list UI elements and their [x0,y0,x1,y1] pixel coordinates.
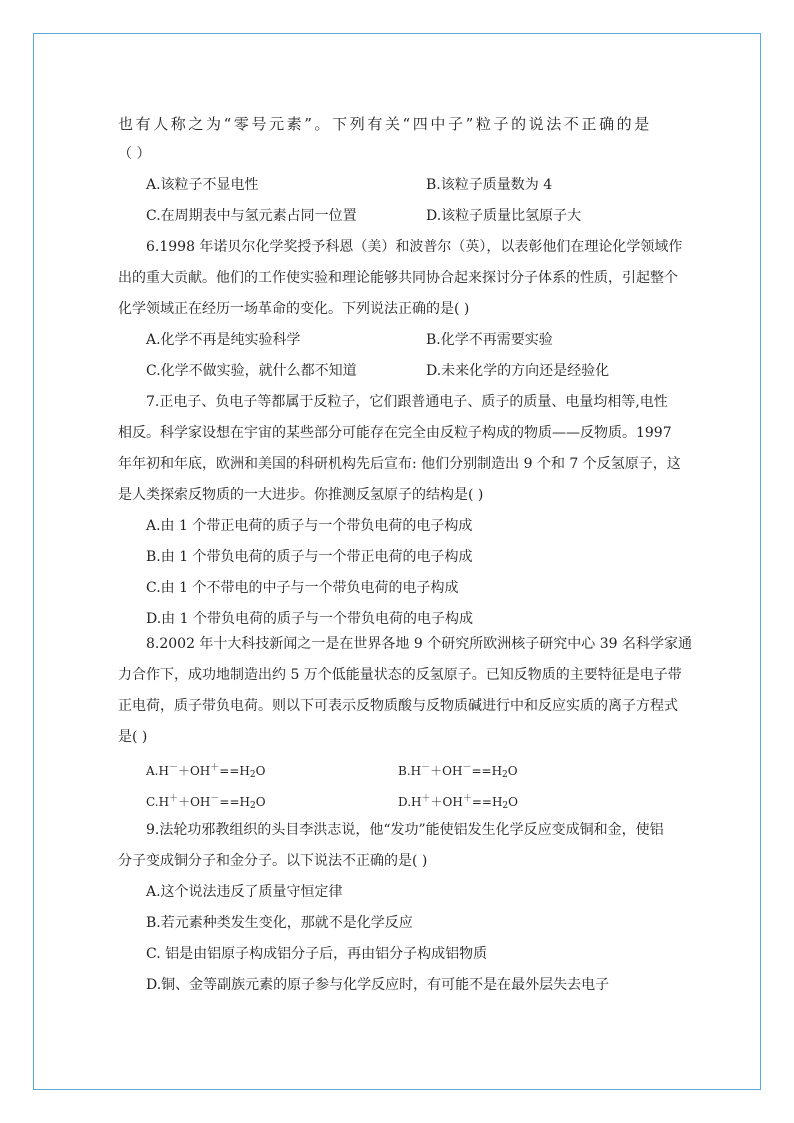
q9-option-c: C. 铝是由铝原子构成铝分子后，再由铝分子构成铝物质 [146,946,488,962]
q5-option-b: B.该粒子质量数为 4 [426,177,553,193]
q6-option-a: A.化学不再是纯实验科学 [146,332,301,348]
q8-option-a: $A.H^-+OH^+==H_2O$ [146,763,266,780]
q8-stem-line-4: 是( ) [118,729,148,745]
q5-option-c: C.在周期表中与氢元素占同一位置 [146,208,357,224]
q7-option-a: A.由 1 个带正电荷的质子与一个带负电荷的电子构成 [146,518,473,534]
q8-option-b: $B.H^-+OH^-==H_2O$ [398,763,518,780]
q6-stem-line-2: 出的重大贡献。他们的工作使实验和理论能够共同协合起来探讨分子体系的性质，引起整个 [118,270,678,286]
q6-option-c: C.化学不做实验，就什么都不知道 [146,363,357,379]
q8-option-c: $C.H^++OH^-==H_2O$ [146,794,266,811]
q5-option-d: D.该粒子质量比氢原子大 [426,208,582,224]
q8-stem-line-3: 正电荷，质子带负电荷。则以下可表示反物质酸与反物质碱进行中和反应实质的离子方程式 [118,698,678,714]
q6-option-b: B.化学不再需要实验 [426,332,553,348]
q7-stem-line-3: 年年初和年底，欧洲和美国的科研机构先后宣布: 他们分别制造出 9 个和 7 个反氢原子，这 [118,456,681,472]
q5-stem-line-2: （ ） [118,146,151,162]
q5-stem-line-1: 也有人称之为“零号元素”。下列有关“四中子”粒子的说法不正确的是 [118,115,652,133]
q9-option-a: A.这个说法违反了质量守恒定律 [146,884,343,900]
q6-stem-line-1: 6.1998 年诺贝尔化学奖授予科恩（美）和波普尔（英），以表彰他们在理论化学领域作 [146,239,683,255]
q9-option-b: B.若元素种类发生变化，那就不是化学反应 [146,915,413,931]
q9-stem-line-2: 分子变成铜分子和金分子。以下说法不正确的是( ) [118,853,428,869]
q7-option-c: C.由 1 个不带电的中子与一个带负电荷的电子构成 [146,580,459,596]
q8-option-d: $D.H^++OH^+==H_2O$ [398,794,518,811]
q8-stem-line-1: 8.2002 年十大科技新闻之一是在世界各地 9 个研究所欧洲核子研究中心 39 名科学家通 [146,636,692,652]
q8-stem-line-2: 力合作下，成功地制造出约 5 万个低能量状态的反氢原子。已知反物质的主要特征是电子带 [118,667,682,683]
q7-stem-line-2: 相反。科学家设想在宇宙的某些部分可能存在完全由反粒子构成的物质——反物质。1997 [118,425,672,441]
q9-stem-line-1: 9.法轮功邪教组织的头目李洪志说，他“发功”能使铝发生化学反应变成铜和金，使铝 [146,822,664,838]
q5-option-a: A.该粒子不显电性 [146,177,259,193]
q9-option-d: D.铜、金等副族元素的原子参与化学反应时，有可能不是在最外层失去电子 [146,977,610,993]
q7-stem-line-1: 7.正电子、负电子等都属于反粒子，它们跟普通电子、质子的质量、电量均相等,电性 [146,394,668,410]
q7-option-d: D.由 1 个带负电荷的质子与一个带负电荷的电子构成 [146,611,473,627]
q6-option-d: D.未来化学的方向还是经验化 [426,363,610,379]
q7-option-b: B.由 1 个带负电荷的质子与一个带正电荷的电子构成 [146,549,473,565]
q6-stem-line-3: 化学领域正在经历一场革命的变化。下列说法正确的是( ) [118,301,470,317]
q7-stem-line-4: 是人类探索反物质的一大进步。你推测反氢原子的结构是( ) [118,487,484,503]
